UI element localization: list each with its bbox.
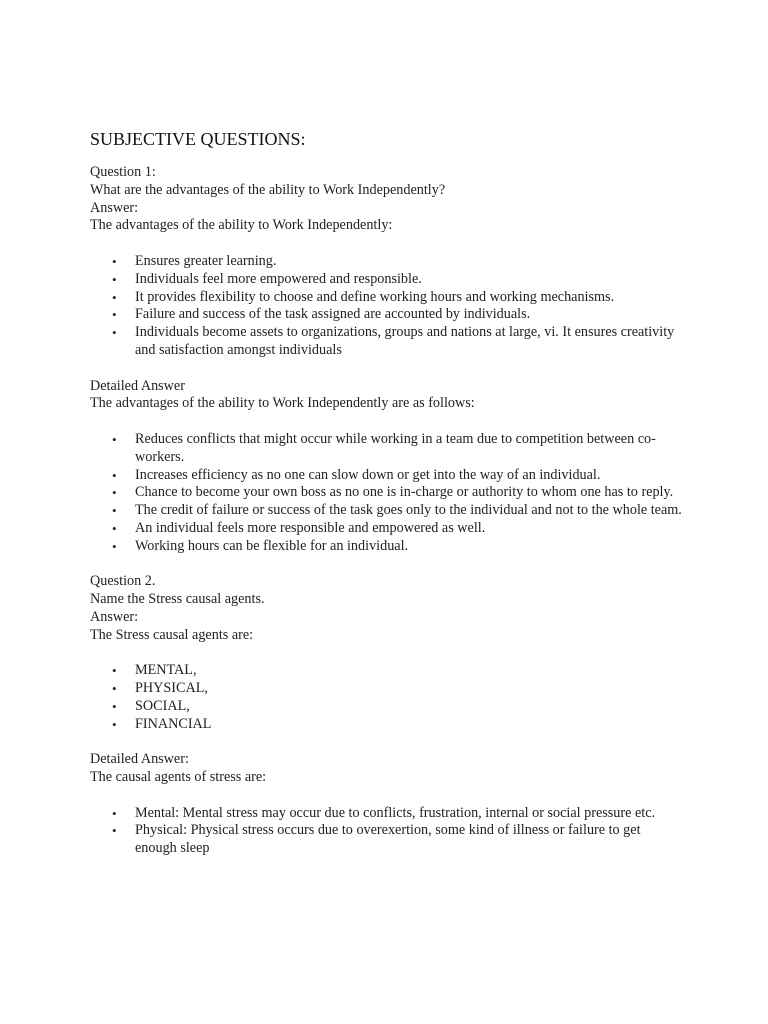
list-item: • Failure and success of the task assigned are accounted by individuals. [135,306,690,324]
list-item: • Increases efficiency as no one can slow down or get into the way of an individual. [135,467,690,485]
list-item: • MENTAL, [135,662,690,680]
question-1-detailed-list [90,431,690,556]
list-item: • Individuals feel more empowered and responsible. [135,271,690,289]
list-item: • An individual feels more responsible and empowered as well. [135,520,690,538]
question-1-text: What are the advantages of the ability to Work Independently? [90,181,446,198]
list-item: • Mental: Mental stress may occur due to conflicts, frustration, internal or social pressure etc. [135,805,690,823]
question-1-answer-label: Answer: [90,199,139,216]
list-item: • PHYSICAL, [135,680,690,698]
list-item: • FINANCIAL [135,716,690,734]
question-2-answer-intro: The Stress causal agents are: [90,626,254,643]
question-2-text: Name the Stress causal agents. [90,591,265,608]
list-item: • Chance to become your own boss as no one is in-charge or authority to whom one has to reply. [135,484,690,502]
question-1-answer-list [90,253,690,360]
question-2-section [90,573,690,858]
question-2-detailed-intro: The causal agents of stress are: [90,769,267,786]
document-page [90,128,690,876]
page-heading: SUBJECTIVE QUESTIONS: [90,129,306,149]
list-item: • Reduces conflicts that might occur while working in a team due to competition between co-workers. [135,431,690,467]
list-item: • Individuals become assets to organizations, groups and nations at large, vi. It ensures creativity and satisfaction amongst individuals [135,324,690,360]
question-2-answer-list [90,662,690,733]
list-item: • SOCIAL, [135,698,690,716]
question-2-label: Question 2. [90,573,156,590]
question-1-label: Question 1: [90,164,156,180]
question-1-detailed-label: Detailed Answer [90,377,185,394]
question-2-detailed-list [90,805,690,858]
question-1-answer-intro: The advantages of the ability to Work Independently: [90,217,393,234]
question-1-section [90,164,690,556]
list-item: • Working hours can be flexible for an individual. [135,538,690,556]
question-1-detailed-intro: The advantages of the ability to Work Independently are as follows: [90,395,475,412]
question-2-detailed-label: Detailed Answer: [90,751,189,768]
question-2-answer-label: Answer: [90,608,139,625]
list-item: • Ensures greater learning. [135,253,690,271]
list-item: • The credit of failure or success of the task goes only to the individual and not to the whole team. [135,502,690,520]
list-item: • It provides flexibility to choose and define working hours and working mechanisms. [135,289,690,307]
list-item: • Physical: Physical stress occurs due to overexertion, some kind of illness or failure to get enough sleep [135,822,690,858]
